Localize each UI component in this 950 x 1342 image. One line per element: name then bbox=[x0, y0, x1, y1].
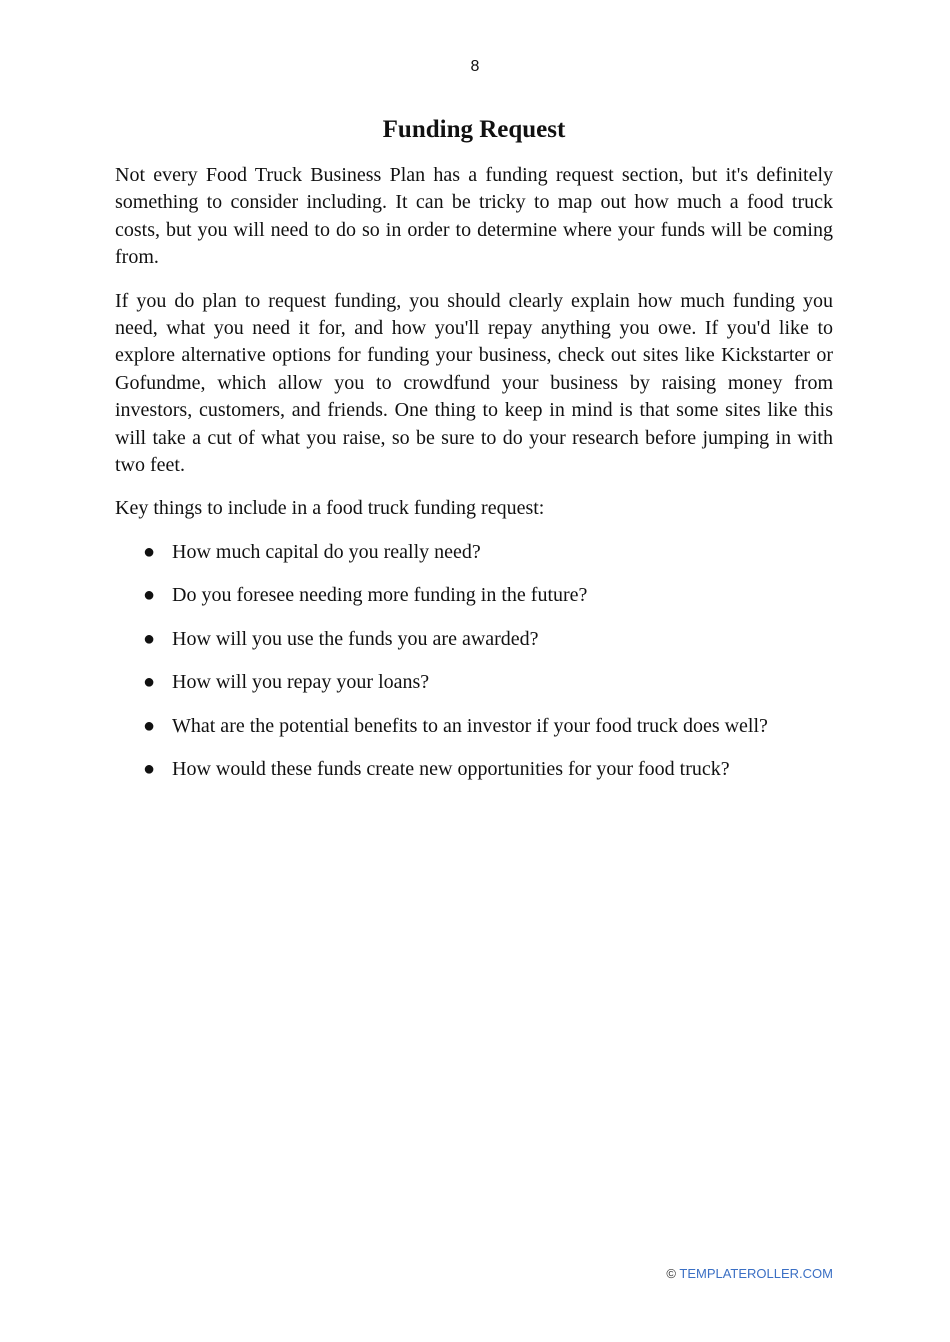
footer bbox=[666, 1266, 833, 1282]
bullet-icon: ● bbox=[143, 584, 156, 607]
copyright-icon: © bbox=[666, 1266, 676, 1281]
list-item bbox=[115, 713, 833, 740]
list-item bbox=[115, 669, 833, 696]
page-title: Funding Request bbox=[382, 116, 566, 143]
list-item-text: How will you repay your loans? bbox=[172, 671, 430, 694]
page-number: 8 bbox=[470, 58, 480, 75]
list-item bbox=[115, 539, 833, 566]
list-item-text: How would these funds create new opportunities for your food truck? bbox=[172, 757, 730, 780]
paragraph-key-things: Key things to include in a food truck funding request: bbox=[115, 497, 545, 520]
list-item-text: Do you foresee needing more funding in the future? bbox=[172, 584, 588, 607]
paragraph-funding: If you do plan to request funding, you should clearly explain how much funding you need, what you need it for, and how you'll repay anything you owe. If you'd like to explore alternative options for funding your business, check out sites like Kickstarter or Gofundme, which allow you to crowdfund your business by raising money from investors, customers, and friends. One thing to keep in mind is that some sites like this will take a cut of what you raise, so be sure to do your research before jumping in with two feet. bbox=[115, 289, 833, 477]
templateroller-link[interactable]: TEMPLATEROLLER.COM bbox=[679, 1266, 833, 1281]
list-item bbox=[115, 756, 833, 783]
list-item-text: How much capital do you really need? bbox=[172, 540, 481, 563]
list-item-text: How will you use the funds you are awarded? bbox=[172, 627, 539, 650]
bullet-icon: ● bbox=[143, 540, 156, 563]
list-item bbox=[115, 582, 833, 609]
paragraph-intro: Not every Food Truck Business Plan has a funding request section, but it's definitely something to consider including. It can be tricky to map out how much a food truck costs, but you will need to do so in order to determine where your funds will be coming from. bbox=[115, 164, 833, 269]
bullet-icon: ● bbox=[143, 714, 156, 737]
list-item-text: What are the potential benefits to an investor if your food truck does well? bbox=[172, 714, 768, 737]
bullet-icon: ● bbox=[143, 757, 156, 780]
list-item bbox=[115, 626, 833, 653]
bullet-icon: ● bbox=[143, 627, 156, 650]
bullet-icon: ● bbox=[143, 671, 156, 694]
document-body bbox=[115, 112, 833, 799]
bullet-list bbox=[115, 539, 833, 783]
